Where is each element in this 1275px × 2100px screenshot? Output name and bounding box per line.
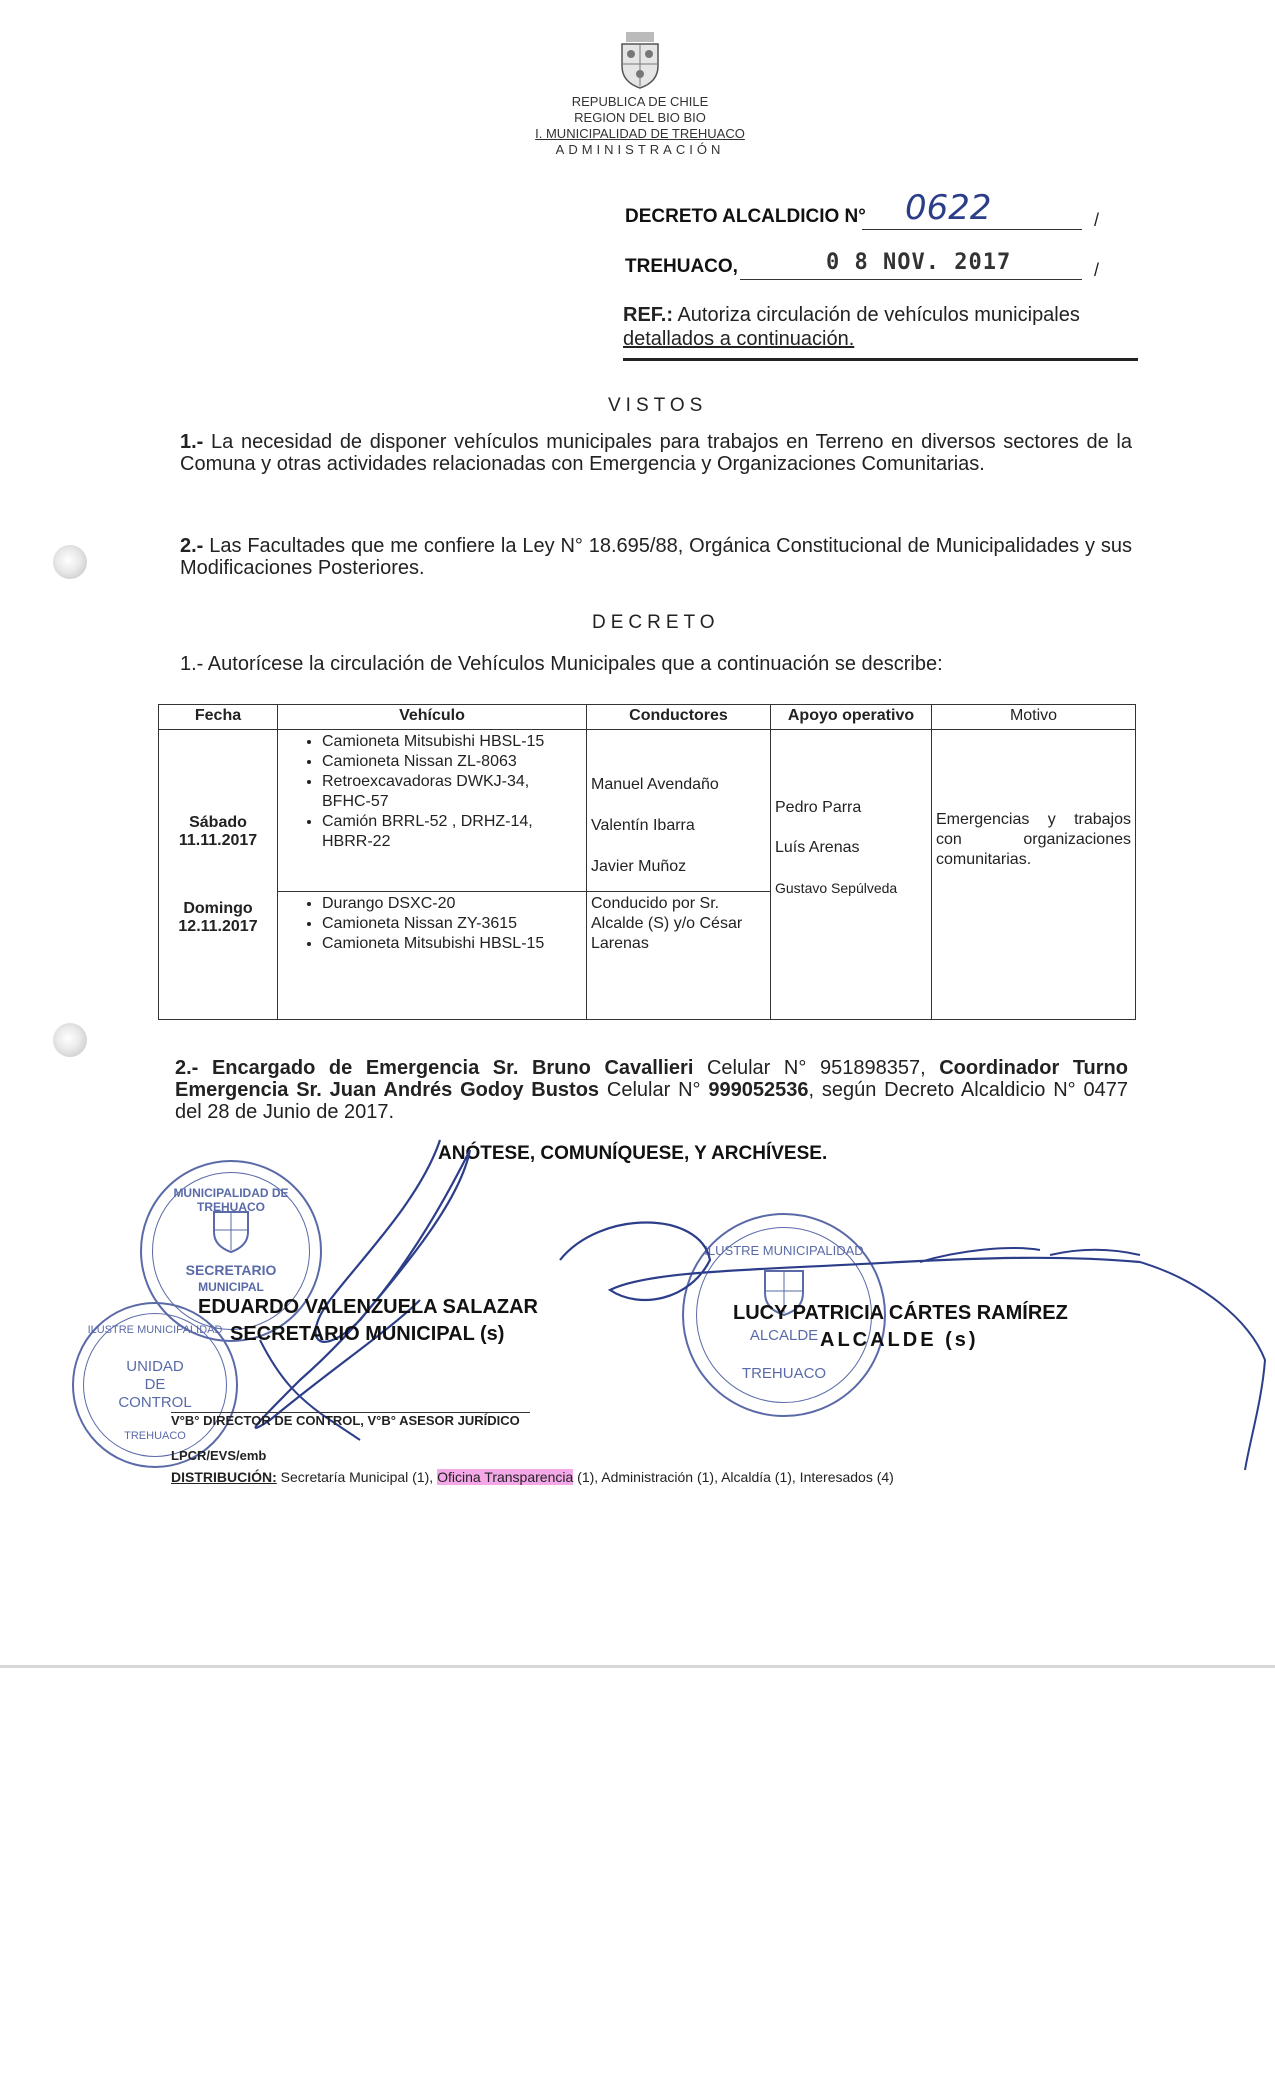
dates-cell [159,730,278,1020]
motive-text: Emergencias y trabajos con organizaciones comunitarias. [936,811,1131,868]
distribution-part-2: (1), Administración (1), Alcaldía (1), Interesados (4) [577,1469,894,1485]
motive-cell [932,730,1136,1020]
list-item: • Camioneta Nissan ZL-8063 [322,752,582,772]
driver: Javier Muñoz [591,858,687,875]
list-item: • Camioneta Mitsubishi HBSL-15 [322,934,582,954]
decree-number-handwritten: 0622 [905,188,992,228]
table-header-row [159,705,1136,730]
support-person: Luís Arenas [775,839,860,856]
item2-text-3: , según Decreto Alcaldicio N° 0477 del 28 de Junio de 2017. [175,1079,1128,1123]
stamp-2-mid-3: CONTROL [118,1394,192,1411]
left-signer-name: EDUARDO VALENZUELA SALAZAR [198,1296,538,1318]
table-row [159,730,1136,892]
reference-rule [623,358,1138,361]
driver: Manuel Avendaño [591,776,719,793]
stamp-2-bottom: TREHUACO [124,1430,186,1442]
list-item: • Durango DSXC-20 [322,894,582,914]
item2-num: 2.- [175,1057,199,1079]
scan-edge [0,1665,1275,1668]
right-signer-name: LUCY PATRICIA CÁRTES RAMÍREZ [733,1302,1068,1324]
municipal-crest-icon [618,30,662,90]
reference-block [623,303,1138,351]
decreto-title: DECRETO [592,612,720,633]
vehicles-a-cell [278,730,587,892]
stamp-1-mid-2: MUNICIPAL [198,1280,264,1294]
hole-punch-bottom [53,1023,87,1057]
item2-bold-3: 999052536 [708,1079,809,1101]
stamp-2-mid-1: UNIDAD [126,1358,184,1375]
vb-line: V°B° DIRECTOR DE CONTROL, V°B° ASESOR JURÍDICO [171,1412,530,1428]
stamp-2-mid-2: DE [144,1376,166,1393]
stamp-1-top: MUNICIPALIDAD DE TREHUACO [173,1186,289,1214]
vistos-title: VISTOS [608,395,708,416]
date1-day: Sábado [189,813,247,831]
date1: 11.11.2017 [178,831,258,849]
vistos-item-2-num: 2.- [180,535,204,557]
date-line [740,279,1082,280]
list-item: • Camioneta Nissan ZY-3615 [322,914,582,934]
col-header-conductores: Conductores [587,705,771,730]
right-signer-title: ALCALDE (s) [820,1329,979,1351]
support-person: Gustavo Sepúlveda [775,880,898,896]
letterhead [530,30,750,158]
col-header-fecha: Fecha [159,705,278,730]
distribution-label: DISTRIBUCIÓN: [171,1469,277,1485]
list-item: • Camioneta Mitsubishi HBSL-15 [322,732,582,752]
stamp-control [72,1302,238,1468]
header-line-4: ADMINISTRACIÓN [555,142,725,157]
closing-formula: ANÓTESE, COMUNÍQUESE, Y ARCHÍVESE. [438,1143,828,1164]
list-item: • Retroexcavadoras DWKJ-34, BFHC-57 [322,772,582,812]
header-line-1: REPUBLICA DE CHILE [571,94,709,109]
support-person: Pedro Parra [775,799,862,816]
distribution-part-1: Secretaría Municipal (1), [280,1469,434,1485]
left-signer-title: SECRETARIO MUNICIPAL (s) [230,1323,505,1345]
vistos-item-1-num: 1.- [180,431,204,453]
item2-text-1: Celular N° 951898357, [706,1057,926,1079]
vehicles-table [158,704,1136,1020]
stamp-3-top: ILUSTRE MUNICIPALIDAD [704,1243,864,1258]
support-cell [771,730,932,1020]
header-line-3: I. MUNICIPALIDAD DE TREHUACO [535,126,745,141]
ref-label: REF.: [623,304,673,326]
decree-number-line [862,229,1082,230]
date2: 12.11.2017 [178,917,258,935]
item2-bold-1: Encargado de Emergencia Sr. Bruno Cavallieri [211,1057,694,1079]
drivers-a-cell [587,730,771,892]
item2-text-2: Celular N° [606,1079,701,1101]
ref-text-2: detallados a continuación. [623,328,855,350]
list-item: • Camión BRRL-52 , DRHZ-14, HBRR-22 [322,812,582,852]
vistos-item-2 [180,535,1132,579]
hole-punch-top [53,545,87,579]
ref-text-1: Autoriza circulación de vehículos municipales [677,304,1080,326]
decreto-item-1 [180,653,1132,675]
vistos-item-2-text: Las Facultades que me confiere la Ley N° 18.695/88, Orgánica Constitucional de Municipalidades y sus Modificaciones Posteriores. [180,535,1133,579]
decree-number-label: DECRETO ALCALDICIO N° [625,206,866,227]
stamp-3-mid: ALCALDE [749,1327,819,1344]
stamp-2-top: ILUSTRE MUNICIPALIDAD [87,1324,223,1336]
vistos-item-1-text: La necesidad de disponer vehículos municipales para trabajos en Terreno en diversos sectores de la Comuna y otras actividades relacionadas con Emergencia y Organizaciones Comunitarias. [180,431,1133,475]
decreto-item-1-text: Autorícese la circulación de Vehículos Municipales que a continuación se describe: [207,653,943,675]
col-header-vehiculo: Vehículo [278,705,587,730]
decreto-item-1-num: 1.- [180,653,204,675]
driver-b: Conducido por Sr. Alcalde (S) y/o César Larenas [591,895,743,952]
col-header-apoyo: Apoyo operativo [771,705,932,730]
place-label: TREHUACO, [625,256,738,277]
distribution-highlight: Oficina Transparencia [437,1469,574,1485]
stamp-crest-icon [211,1208,251,1254]
header-line-2: REGION DEL BIO BIO [574,110,706,125]
slash-2: / [1094,260,1100,280]
stamp-3-bottom: TREHUACO [741,1365,827,1382]
col-header-motivo: Motivo [932,705,1136,730]
vehicles-b-cell [278,892,587,1020]
distribution-line [171,1469,894,1485]
driver: Valentín Ibarra [591,817,695,834]
item2-bold-2: Coordinador Turno Emergencia Sr. Juan Andrés Godoy Bustos [175,1057,1128,1101]
decreto-item-2 [175,1057,1128,1123]
stamp-1-mid-1: SECRETARIO [185,1262,277,1278]
slash-1: / [1094,210,1100,230]
date-stamp: 0 8 NOV. 2017 [826,250,1012,275]
initials: LPCR/EVS/emb [171,1448,267,1463]
vistos-item-1 [180,431,1132,475]
drivers-b-cell [587,892,771,1020]
date2-day: Domingo [183,899,253,917]
